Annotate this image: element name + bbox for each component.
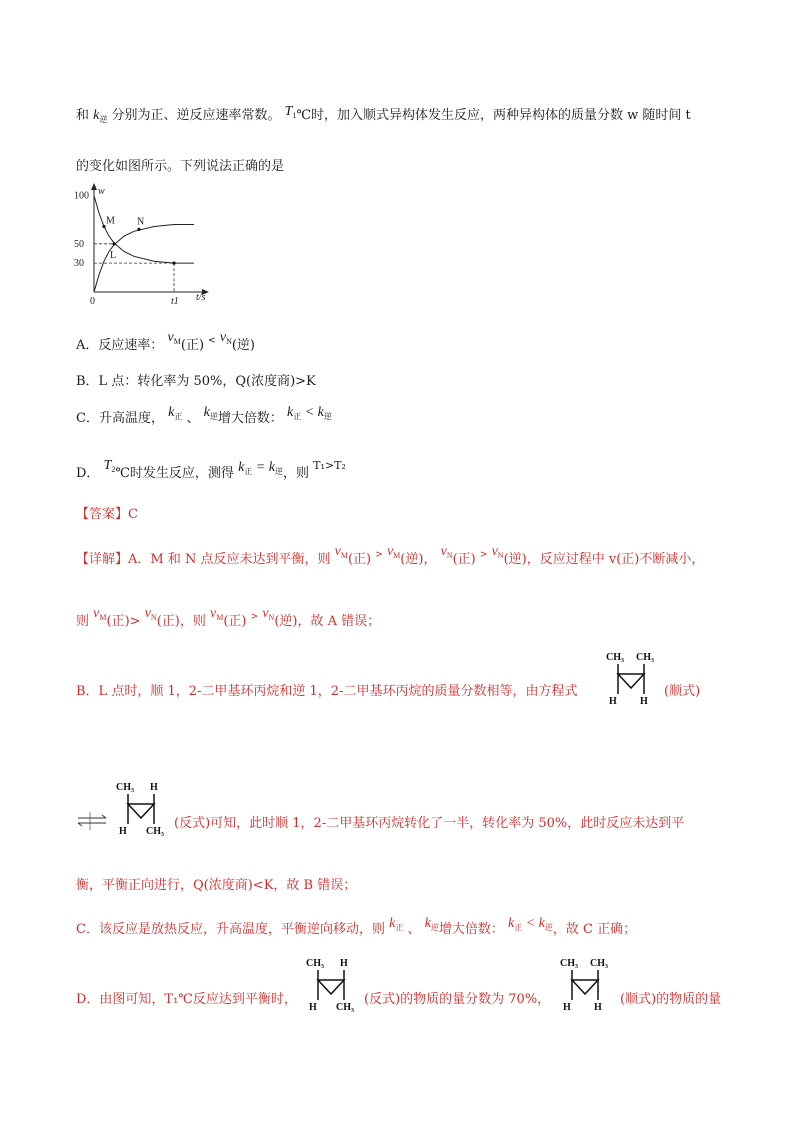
cis-ch3-right: CH₃ bbox=[636, 652, 654, 663]
trans-h-bottom: H bbox=[119, 826, 127, 836]
explain-c-sep: 、 bbox=[407, 922, 421, 937]
explain-d-mid: (反式)的物质的量分数为 70%， bbox=[364, 992, 551, 1007]
d-cis-ch3-left: CH₃ bbox=[560, 958, 578, 969]
point-n-label: N bbox=[137, 216, 145, 228]
explain-a-gt-2: > bbox=[479, 550, 488, 560]
explain-c-inequality: $k_正 < k_逆$ bbox=[507, 916, 553, 932]
d-cis-ch3-right: CH₃ bbox=[590, 958, 608, 969]
explain-a-vn-2: $v_N$ bbox=[491, 544, 504, 560]
explain-b-line-1: B．L 点时，顺 1，2-二甲基环丙烷和逆 1，2-二甲基环丙烷的质量分数相等，由方程式 bbox=[76, 684, 578, 699]
option-a bbox=[76, 330, 255, 353]
explain-a2-vn-b: $v_N$ bbox=[262, 606, 275, 622]
explain-b-cis-label: (顺式) bbox=[664, 684, 701, 699]
d-cis-h-left: H bbox=[563, 1002, 571, 1012]
intro-text-reaction: ℃时，加入顺式异构体发生反应，两种异构体的质量分数 w 随时间 t bbox=[296, 108, 691, 123]
intro-text-constants: 分别为正、逆反应速率常数。 bbox=[111, 108, 281, 123]
chart-axes bbox=[91, 183, 209, 295]
explain-a2-forward: (正)，则 bbox=[156, 614, 206, 629]
explain-a2-vm-b: $v_M$ bbox=[209, 606, 224, 622]
option-a-vn: $v_N$ bbox=[219, 330, 232, 346]
explain-a-forward-2: (正) bbox=[452, 552, 476, 567]
option-a-prefix: A．反应速率： bbox=[76, 338, 164, 353]
y-tick-label-100: 100 bbox=[74, 190, 89, 202]
explain-a2-vn: $v_N$ bbox=[144, 606, 157, 622]
point-l-label: L bbox=[110, 249, 117, 261]
answer-label: 【答案】C bbox=[76, 507, 138, 522]
cis-molecule-diagram-d bbox=[558, 952, 616, 1012]
explain-c-k-forward: $k_正$ bbox=[389, 916, 404, 932]
y-tick-label-30: 30 bbox=[74, 258, 84, 270]
explain-a2-forward-b: (正) bbox=[223, 614, 247, 629]
intro-line-1 bbox=[76, 104, 691, 125]
explain-d-pre: D．由图可知，T₁℃反应达到平衡时， bbox=[76, 992, 297, 1007]
option-d bbox=[76, 458, 346, 481]
option-c-k-reverse: $k_逆$ bbox=[203, 405, 218, 421]
explain-c-line bbox=[76, 916, 636, 937]
trans-ch3-top: CH₃ bbox=[116, 782, 134, 793]
option-c-k-forward: $k_正$ bbox=[168, 405, 183, 421]
explain-a2-end: (逆)，故 A 错误； bbox=[274, 614, 381, 629]
d-trans-h-bottom: H bbox=[309, 1002, 317, 1012]
option-d-equality: $k_正 = k_逆$ bbox=[238, 460, 283, 476]
y-axis-label: w bbox=[98, 186, 105, 197]
explain-a-line-1 bbox=[76, 544, 704, 567]
point-n-dot bbox=[137, 228, 140, 231]
explain-a-pre: 【详解】A．M 和 N 点反应未达到平衡，则 bbox=[76, 552, 331, 567]
option-b: B．L 点：转化率为 50%，Q(浓度商)>K bbox=[76, 374, 316, 389]
x-tick-label-t1: t1 bbox=[171, 296, 179, 305]
option-d-prefix: D． bbox=[76, 466, 100, 481]
x-tick-label-0: 0 bbox=[90, 296, 95, 305]
y-tick-label-50: 50 bbox=[74, 238, 84, 250]
explain-d-end: (顺式)的物质的量 bbox=[620, 992, 722, 1007]
explain-a2-forward-gt: (正)> bbox=[106, 614, 141, 629]
d-trans-ch3-top: CH₃ bbox=[306, 958, 324, 969]
point-t1-dot bbox=[172, 261, 175, 264]
option-c bbox=[76, 405, 332, 426]
option-a-vm: $v_M$ bbox=[167, 330, 181, 346]
option-a-lt: < bbox=[208, 336, 216, 346]
point-l-dot bbox=[112, 242, 115, 245]
option-d-result: T₁>T₂ bbox=[313, 459, 346, 472]
explain-a-line-2 bbox=[76, 606, 380, 629]
cis-molecule-diagram bbox=[604, 646, 662, 706]
intro-line-2: 的变化如图所示。下列说法正确的是 bbox=[76, 159, 285, 174]
cis-h-left: H bbox=[609, 696, 617, 706]
option-d-mid: ℃时发生反应，测得 bbox=[115, 466, 234, 481]
option-d-t2: $T_2$ bbox=[103, 458, 116, 474]
option-c-sep: 、 bbox=[186, 411, 200, 426]
trans-h-top: H bbox=[150, 782, 158, 793]
d-trans-h-top: H bbox=[340, 958, 348, 969]
d-trans-ch3-bottom: CH₃ bbox=[336, 1002, 354, 1012]
equilibrium-arrow-icon bbox=[76, 808, 112, 834]
explain-a-vm-1: $v_M$ bbox=[334, 544, 348, 560]
explain-a2-vm: $v_M$ bbox=[93, 606, 107, 622]
explain-a-forward-1: (正) bbox=[347, 552, 372, 567]
explain-a-vm-2: $v_M$ bbox=[386, 544, 401, 560]
explain-a-gt-1: > bbox=[375, 550, 383, 560]
mass-fraction-chart bbox=[70, 180, 210, 305]
explain-c-mid: 增大倍数： bbox=[438, 922, 504, 937]
t1-symbol: $T_1$ bbox=[284, 104, 297, 120]
explain-a-vn-1: $v_N$ bbox=[440, 544, 453, 560]
option-a-reverse: (逆) bbox=[231, 338, 256, 353]
explain-c-k-reverse: $k_逆$ bbox=[424, 916, 439, 932]
cis-ch3-left: CH₃ bbox=[606, 652, 624, 663]
explain-c-pre: C．该反应是放热反应，升高温度，平衡逆向移动，则 bbox=[76, 922, 385, 937]
option-c-prefix: C．升高温度， bbox=[76, 411, 164, 426]
explain-a-reverse-1: (逆)， bbox=[400, 552, 437, 567]
explain-a2-gt: > bbox=[250, 612, 259, 622]
explain-b-line-3: 衡，平衡正向进行，Q(浓度商)<K，故 B 错误； bbox=[76, 878, 357, 893]
x-axis-label: t/s bbox=[196, 292, 206, 303]
point-m-label: M bbox=[106, 215, 115, 227]
explain-a2-pre: 则 bbox=[76, 614, 90, 629]
option-c-mid: 增大倍数： bbox=[217, 411, 283, 426]
explain-a-post: (逆)，反应过程中 v(正)不断减小， bbox=[503, 552, 705, 567]
d-cis-h-right: H bbox=[594, 1002, 602, 1012]
explain-b-line-2: (反式)可知，此时顺 1，2-二甲基环丙烷转化了一半，转化率为 50%，此时反应未达到平 bbox=[174, 816, 685, 831]
option-c-inequality: $k_正 < k_逆$ bbox=[286, 405, 332, 421]
trans-molecule-diagram bbox=[114, 776, 172, 836]
trans-ch3-bottom: CH₃ bbox=[146, 826, 164, 836]
k-reverse-symbol: $k_逆$ bbox=[93, 108, 108, 124]
cis-h-right: H bbox=[640, 696, 648, 706]
option-a-forward: (正) bbox=[180, 338, 205, 353]
explain-c-end: ，故 C 正确； bbox=[552, 922, 637, 937]
option-d-end: ，则 bbox=[282, 466, 309, 481]
intro-text-and: 和 bbox=[76, 108, 90, 123]
trans-molecule-diagram-d bbox=[304, 952, 362, 1012]
